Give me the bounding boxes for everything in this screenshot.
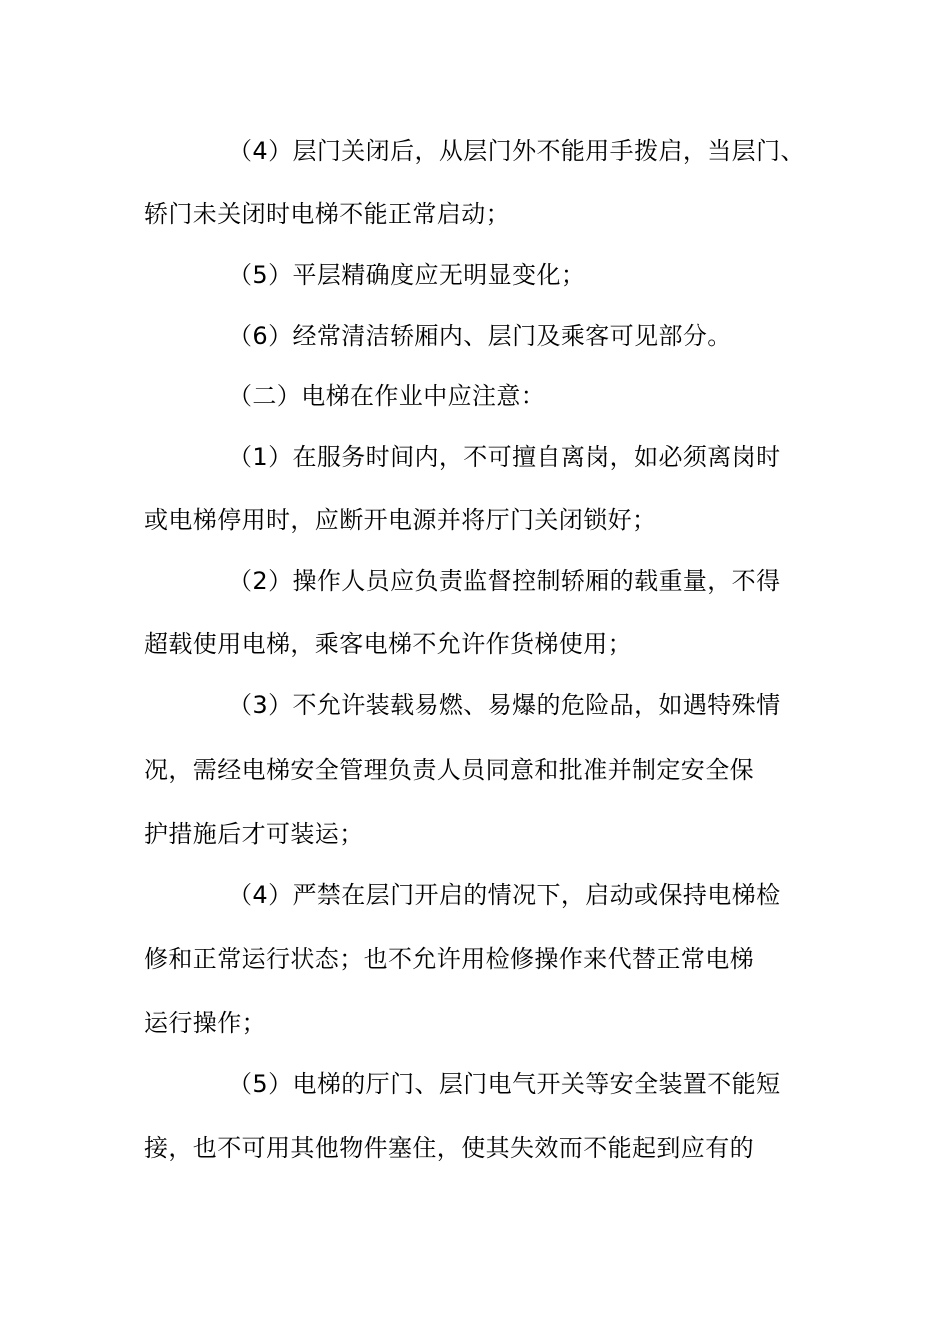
text-line: （6）经常清洁轿厢内、层门及乘客可见部分。 — [228, 322, 732, 350]
text-line: （1）在服务时间内，不可擅自离岗，如必须离岗时 — [228, 443, 781, 471]
text-line: 轿门未关闭时电梯不能正常启动； — [144, 200, 510, 228]
text-line: （5）平层精确度应无明显变化； — [228, 261, 586, 289]
text-line: （5）电梯的厅门、层门电气开关等安全装置不能短 — [228, 1070, 781, 1098]
section-heading: （二）电梯在作业中应注意： — [228, 382, 546, 410]
text-line: 修和正常运行状态；也不允许用检修操作来代替正常电梯 — [144, 945, 754, 973]
text-line: 接，也不可用其他物件塞住，使其失效而不能起到应有的 — [144, 1134, 754, 1162]
text-line: 况，需经电梯安全管理负责人员同意和批准并制定安全保 — [144, 756, 754, 784]
text-line: 超载使用电梯，乘客电梯不允许作货梯使用； — [144, 630, 632, 658]
text-line: （2）操作人员应负责监督控制轿厢的载重量，不得 — [228, 567, 781, 595]
text-line: （4）层门关闭后，从层门外不能用手拨启，当层门、 — [228, 137, 805, 165]
text-line: 护措施后才可装运； — [144, 820, 364, 848]
text-line: 运行操作； — [144, 1009, 266, 1037]
text-line: 或电梯停用时，应断开电源并将厅门关闭锁好； — [144, 506, 657, 534]
text-line: （3）不允许装载易燃、易爆的危险品，如遇特殊情 — [228, 691, 781, 719]
text-line: （4）严禁在层门开启的情况下，启动或保持电梯检 — [228, 881, 781, 909]
